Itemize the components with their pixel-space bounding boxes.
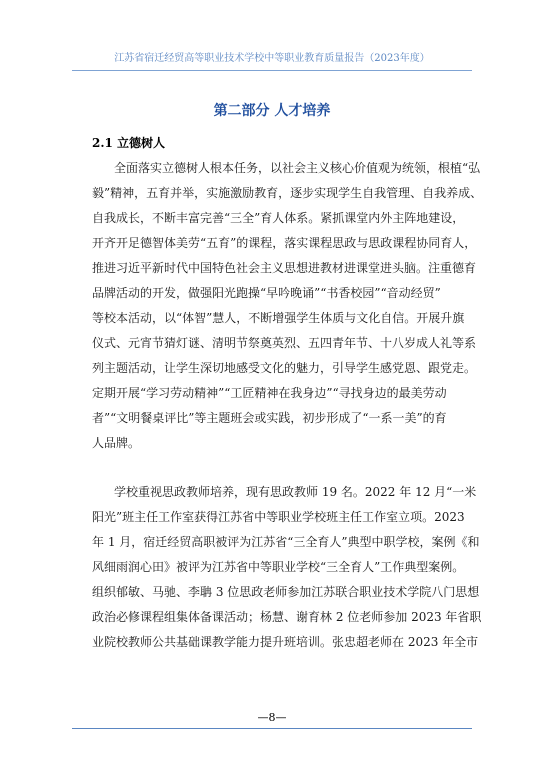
page-number: —8— [257, 711, 287, 724]
paragraph-line: 列主题活动，让学生深切地感受文化的魅力，引导学生感党恩、跟党走。 [92, 361, 477, 375]
paragraph-line: 年 1 月，宿迁经贸高职被评为江苏省“三全育人”典型中职学校，案例《和 [92, 535, 480, 549]
paragraph-line: 全面落实立德树人根本任务，以社会主义核心价值观为统领，根植“弘 [114, 161, 481, 175]
paragraph-line: 人品牌。 [92, 436, 141, 450]
paragraph-line: 学校重视思政教师培养，现有思政教师 19 名。2022 年 12 月“一米 [114, 485, 477, 499]
paragraph-line: 业院校教师公共基础课教学能力提升班培训。张忠超老师在 2023 年全市 [92, 635, 479, 649]
subsection-title: 2.1 立德树人 [92, 136, 166, 150]
footer-rule [72, 728, 472, 729]
paragraph-line: 毅”精神，五育并举，实施激励教育，逐步实现学生自我管理、自我养成、 [92, 186, 483, 200]
paragraph-line: 开齐开足德智体美劳“五育”的课程，落实课程思政与思政课程协同育人， [92, 236, 477, 250]
paragraph-line: 定期开展“学习劳动精神”“工匠精神在我身边”“寻找身边的最美劳动 [92, 386, 447, 400]
header-rule [72, 70, 472, 71]
paragraph-line: 品牌活动的开发，做强阳光跑操“早吟晚诵”“书香校园”“音动经贸” [92, 286, 441, 300]
running-header: 江苏省宿迁经贸高等职业技术学校中等职业教育质量报告（2023年度） [114, 53, 430, 64]
paragraph-line: 阳光”班主任工作室获得江苏省中等职业学校班主任工作室立项。2023 [92, 510, 465, 524]
section-title: 第二部分 人才培养 [213, 103, 331, 119]
paragraph-line: 推进习近平新时代中国特色社会主义思想进教材进课堂进头脑。注重德育 [92, 261, 477, 275]
paragraph-line: 风细雨润心田》被评为江苏省中等职业学校“三全育人”工作典型案例。 [92, 560, 465, 574]
paragraph-line: 组织郁敏、马驰、李聃 3 位思政老师参加江苏联合职业技术学院八门思想 [92, 585, 480, 599]
paragraph-line: 仪式、元宵节猜灯谜、清明节祭奠英烈、五四青年节、十八岁成人礼等系 [92, 336, 477, 350]
paragraph-line: 者”“文明餐桌评比”等主题班会或实践，初步形成了“一系一美”的育 [92, 411, 447, 425]
paragraph-line: 自我成长，不断丰富完善“三全”育人体系。紧抓课堂内外主阵地建设， [92, 211, 465, 225]
paragraph-line: 等校本活动，以“体智”慧人，不断增强学生体质与文化自信。开展升旗 [92, 311, 465, 325]
paragraph-line: 政治必修课程组集体备课活动；杨慧、谢育林 2 位老师参加 2023 年省职 [92, 610, 482, 624]
